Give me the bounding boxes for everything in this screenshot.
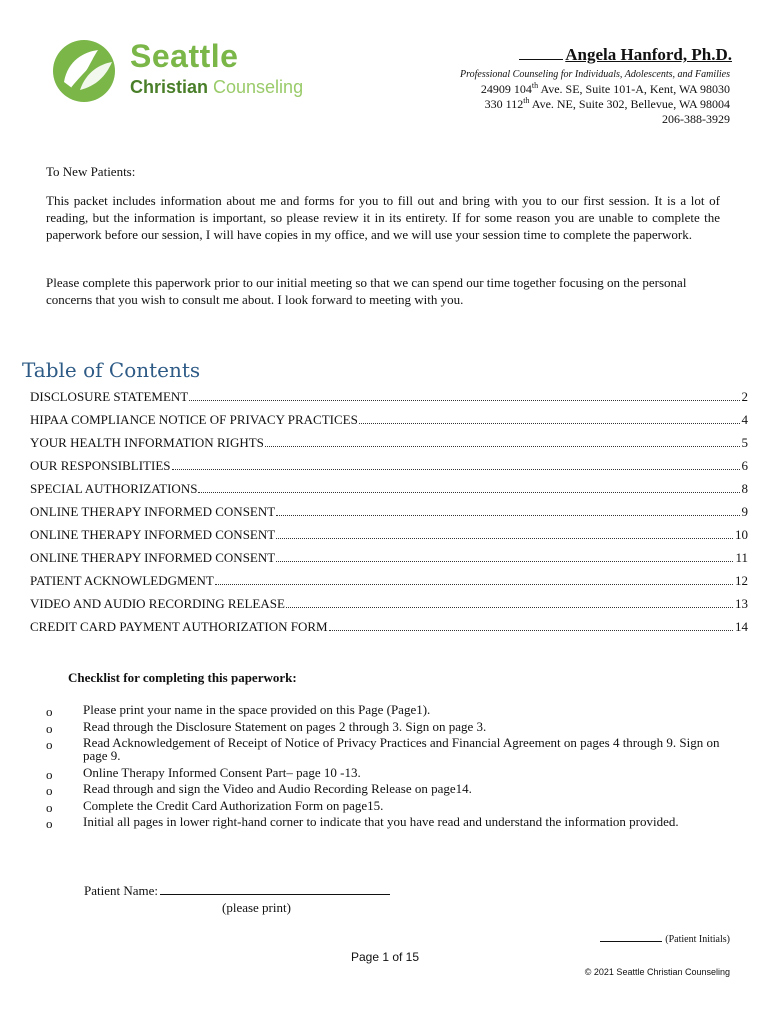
phone-number: 206-388-3929 bbox=[662, 112, 730, 126]
bullet-icon: o bbox=[46, 704, 53, 719]
intro-paragraph-2: Please complete this paperwork prior to our initial meeting so that we can spend our time together focusing on the personal concerns that you wish to consult me about. I look forward to meeting with you. bbox=[46, 275, 687, 307]
page-number: Page 1 of 15 bbox=[350, 950, 420, 964]
toc-entry-label: DISCLOSURE STATEMENT bbox=[30, 389, 189, 404]
toc-leader-dots bbox=[189, 400, 739, 401]
toc-entry-label: ONLINE THERAPY INFORMED CONSENT bbox=[30, 504, 276, 519]
checklist-item-text: Online Therapy Informed Consent Part– page 10 -13. bbox=[83, 764, 361, 780]
toc-leader-dots bbox=[276, 515, 739, 516]
patient-initials-field[interactable] bbox=[600, 934, 730, 945]
bullet-icon: o bbox=[46, 737, 53, 752]
toc-entry-page: 4 bbox=[741, 412, 748, 427]
bullet-icon: o bbox=[46, 720, 53, 736]
toc-entry-page: 5 bbox=[741, 435, 748, 450]
toc-leader-dots bbox=[198, 492, 739, 493]
intro-paragraph-1: This packet includes information about me and forms for you to fill out and bring with you to our first session. It is a lot of reading, but the information is important, so please review it in its entirety. If for some reason you are unable to complete the paperwork before our session, I will have copies in my office, and we will use your session time to complete the paperwork. bbox=[46, 193, 720, 242]
checklist-item bbox=[46, 781, 726, 798]
checklist-item-text: Please print your name in the space provided on this Page (Page1). bbox=[83, 702, 431, 717]
toc-entry[interactable] bbox=[30, 527, 748, 550]
toc-entry[interactable] bbox=[30, 619, 748, 642]
toc-leader-dots bbox=[276, 561, 733, 562]
toc-entry-page: 2 bbox=[741, 389, 748, 404]
checklist-item-text: Read Acknowledgement of Receipt of Notice of Privacy Practices and Financial Agreement on pages 4 through 9. Sign on page 9. bbox=[83, 735, 720, 763]
bullet-icon: o bbox=[46, 816, 53, 831]
toc-leader-dots bbox=[265, 446, 740, 447]
copyright: © 2021 Seattle Christian Counseling bbox=[584, 967, 730, 977]
table-of-contents bbox=[30, 389, 748, 642]
toc-entry[interactable] bbox=[30, 573, 748, 596]
patient-name-line[interactable] bbox=[160, 894, 390, 895]
address-bellevue: 330 112th Ave. NE, Suite 302, Bellevue, WA 98004 bbox=[484, 96, 730, 111]
toc-entry[interactable] bbox=[30, 504, 748, 527]
greeting: To New Patients: bbox=[46, 164, 136, 179]
checklist-item bbox=[46, 736, 726, 762]
checklist-item bbox=[46, 797, 726, 815]
toc-entry[interactable] bbox=[30, 412, 748, 435]
toc-entry[interactable] bbox=[30, 481, 748, 504]
checklist-title: Checklist for completing this paperwork: bbox=[68, 670, 297, 685]
logo bbox=[50, 38, 330, 104]
toc-leader-dots bbox=[329, 630, 733, 631]
toc-entry-page: 13 bbox=[735, 596, 748, 611]
checklist-item-text: Complete the Credit Card Authorization Form on page15. bbox=[83, 797, 384, 813]
initials-line[interactable] bbox=[600, 941, 662, 942]
toc-entry-page: 11 bbox=[735, 550, 748, 565]
checklist-item bbox=[46, 814, 726, 831]
toc-leader-dots bbox=[359, 423, 740, 424]
logo-text-seattle: Seattle bbox=[130, 38, 239, 74]
checklist-item bbox=[46, 718, 726, 736]
checklist-item bbox=[46, 702, 726, 719]
toc-leader-dots bbox=[286, 607, 733, 608]
toc-entry-page: 6 bbox=[741, 458, 748, 473]
patient-name-label: Patient Name: bbox=[84, 883, 159, 898]
toc-entry-page: 12 bbox=[735, 573, 748, 588]
toc-leader-dots bbox=[276, 538, 733, 539]
toc-entry-label: VIDEO AND AUDIO RECORDING RELEASE bbox=[30, 596, 285, 611]
bullet-icon: o bbox=[46, 783, 53, 798]
please-print-note: (please print) bbox=[222, 900, 291, 915]
checklist-item-text: Read through the Disclosure Statement on pages 2 through 3. Sign on page 3. bbox=[83, 718, 487, 734]
toc-entry-page: 14 bbox=[735, 619, 748, 634]
checklist-item-text: Read through and sign the Video and Audio Recording Release on page14. bbox=[83, 781, 472, 796]
toc-entry-label: ONLINE THERAPY INFORMED CONSENT bbox=[30, 550, 276, 565]
patient-name-field[interactable] bbox=[84, 883, 390, 899]
toc-entry[interactable] bbox=[30, 596, 748, 619]
toc-entry-label: OUR RESPONSIBLITIES bbox=[30, 458, 171, 473]
toc-entry-label: SPECIAL AUTHORIZATIONS bbox=[30, 481, 198, 496]
initials-label: (Patient Initials) bbox=[665, 934, 730, 945]
checklist-item-text: Initial all pages in lower right-hand corner to indicate that you have read and understand the information provided. bbox=[83, 814, 679, 829]
provider-name: Angela Hanford, Ph.D. bbox=[519, 45, 732, 65]
logo-text-counseling: Christian Counseling bbox=[130, 77, 304, 97]
toc-title: Table of Contents bbox=[22, 358, 201, 382]
bullet-icon: o bbox=[46, 766, 53, 782]
leaf-logo-icon bbox=[50, 38, 122, 104]
toc-leader-dots bbox=[215, 584, 733, 585]
bullet-icon: o bbox=[46, 799, 53, 815]
checklist-item bbox=[46, 764, 726, 782]
toc-entry[interactable] bbox=[30, 550, 748, 573]
address-kent: 24909 104th Ave. SE, Suite 101-A, Kent, WA 98030 bbox=[480, 81, 730, 96]
toc-entry-label: ONLINE THERAPY INFORMED CONSENT bbox=[30, 527, 276, 542]
toc-entry[interactable] bbox=[30, 389, 748, 412]
toc-entry-label: PATIENT ACKNOWLEDGMENT bbox=[30, 573, 214, 588]
toc-leader-dots bbox=[172, 469, 740, 470]
toc-entry-page: 8 bbox=[741, 481, 748, 496]
toc-entry[interactable] bbox=[30, 435, 748, 458]
checklist bbox=[46, 703, 726, 832]
provider-subtitle: Professional Counseling for Individuals, Adolescents, and Families bbox=[460, 69, 730, 80]
toc-entry[interactable] bbox=[30, 458, 748, 481]
toc-entry-label: YOUR HEALTH INFORMATION RIGHTS bbox=[30, 435, 264, 450]
toc-entry-page: 10 bbox=[735, 527, 748, 542]
toc-entry-label: CREDIT CARD PAYMENT AUTHORIZATION FORM bbox=[30, 619, 328, 634]
toc-entry-page: 9 bbox=[741, 504, 748, 519]
toc-entry-label: HIPAA COMPLIANCE NOTICE OF PRIVACY PRACTICES bbox=[30, 412, 358, 427]
